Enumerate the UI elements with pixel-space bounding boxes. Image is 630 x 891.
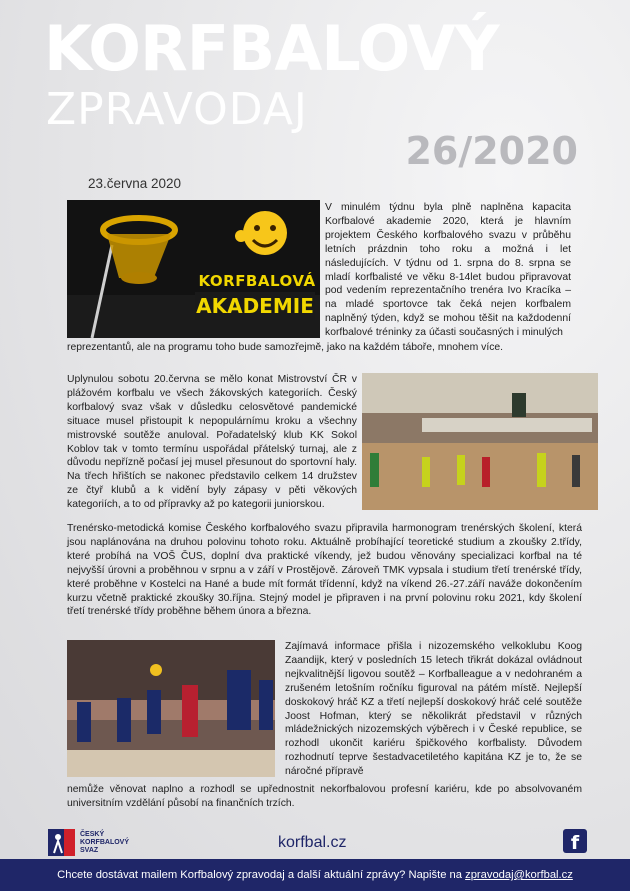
logo-line-3: SVAZ	[80, 846, 99, 854]
federation-logo-mark	[48, 829, 75, 856]
academy-image-text-2: AKADEMIE	[196, 294, 314, 318]
facebook-icon[interactable]: f	[563, 829, 587, 853]
academy-article-text-continued: reprezentantů, ale na programu toho bude samozřejmě, jako na každém táboře, mnohem více.	[67, 342, 504, 353]
korfball-match-photo	[67, 640, 275, 777]
beach-korfball-article-text: Uplynulou sobotu 20.června se mělo konat Mistrovství ČR v plážovém korfbalu ve všech žákovských kategoriích. Český korfbalový svaz však v důsledku celosvětové pandemické situace musel přistoupit k nepopulárnímu kroku a všechny mistrovské soutěže anuloval. Pořadatelský klub KK Sokol Koblov tak v tomto termínu uspořádal přátelský turnaj, ale z důvodu nepřízně počasí jej musel přesunout do sportovní haly. Na třech hřištích se nakonec představilo celkem 14 družstev ze čtyř klubů a k vidění byly zápasy v pěti věkových kategoriích, a to od přípravky až po kategorii juniorskou.	[67, 374, 357, 511]
issue-number: 26/2020	[405, 129, 578, 173]
koog-article-text: Zajímavá informace přišla i nizozemského velkoklubu Koog Zaandijk, který v posledních 15 letech třikrát dokázal ovládnout nejkvalitnější ligovou soutěž – Korfballeague a v nedohraném a zrušeném letošním ročníku figuroval na pátém místě. Nejlepší doskokový hráč KZ a třetí nejlepší doskokový hráč celé soutěže Joost Hofman, který se několikrát představil v různých mládežnických nizozemských výběrech i v České republice, se rozhodl ukončit kariéru špičkového korfbalisty. Důvodem rozhodnutí teprve šestadvacetiletého kapitána KZ je to, že se náročné přípravě	[285, 641, 582, 778]
subscribe-email-link[interactable]: zpravodaj@korfbal.cz	[465, 869, 573, 881]
subscribe-text: Chcete dostávat mailem Korfbalový zpravodaj a další aktuální zprávy? Napište na	[57, 869, 462, 881]
logo-line-2: KORFBALOVÝ	[80, 838, 129, 846]
newsletter-title: KORFBALOVÝ	[44, 12, 499, 85]
federation-logo[interactable]	[48, 829, 129, 856]
issue-date: 23.června 2020	[88, 176, 182, 191]
logo-line-1: ČESKÝ	[80, 830, 105, 838]
academy-image	[67, 200, 320, 338]
academy-image-text-1: KORFBALOVÁ	[198, 272, 316, 290]
sports-hall-photo	[362, 373, 598, 510]
academy-article-text: V minulém týdnu byla plně naplněna kapacita Korfbalové akademie 2020, která je hlavním projektem Českého korfbalového svazu v průběhu letních prázdnin toho roku a možná i let následujících. V týdnu od 1. srpna do 8. srpna se mladí korfbalisté ve věku 8-14let budou připravovat pod vedením reprezentačního trenéra Ivo Kracíka – na mladé sportovce tak čeká nejen korfbalem naplněný týden, když se mohou těšit na každodenní korfbalové tréninky za účasti současných i minulých	[325, 202, 571, 339]
website-link[interactable]: korfbal.cz	[278, 834, 347, 851]
federation-logo-text	[80, 831, 129, 855]
subscribe-banner	[0, 859, 630, 891]
coaching-article-text: Trenérsko-metodická komise Českého korfbalového svazu připravila harmonogram trenérských školení, která jsou naplánována na druhou polovinu tohoto roku. Aktuálně probíhající teoretické studium a zkoušky 2.třídy, které probíhá na VOŠ ČUS, doplní dva praktické víkendy, jež budou věnovány specializaci korfbal na té nejvyšší úrovni a proběhnou v srpnu a v září v Prostějově. Zároveň TMK vypsala i studium třetí trenérské třídy, které proběhne v Kostelci na Hané a bude mít formát třídenní, když na víkend 26.-27.září naváže dokončením kurzu včetně praktické zkoušky 30.října. Stejný model je připraven i na první polovinu roku 2021, kdy školení třetí trenérské třídy proběhne během února a března.	[67, 523, 582, 618]
newsletter-subtitle: ZPRAVODAJ	[46, 84, 308, 135]
koog-article-text-continued: nemůže věnovat naplno a rozhodl se upřednostnit nekorfbalovou profesní kariéru, kde po absolvovaném universitním vzdělání působí na finančních trzích.	[67, 784, 582, 809]
